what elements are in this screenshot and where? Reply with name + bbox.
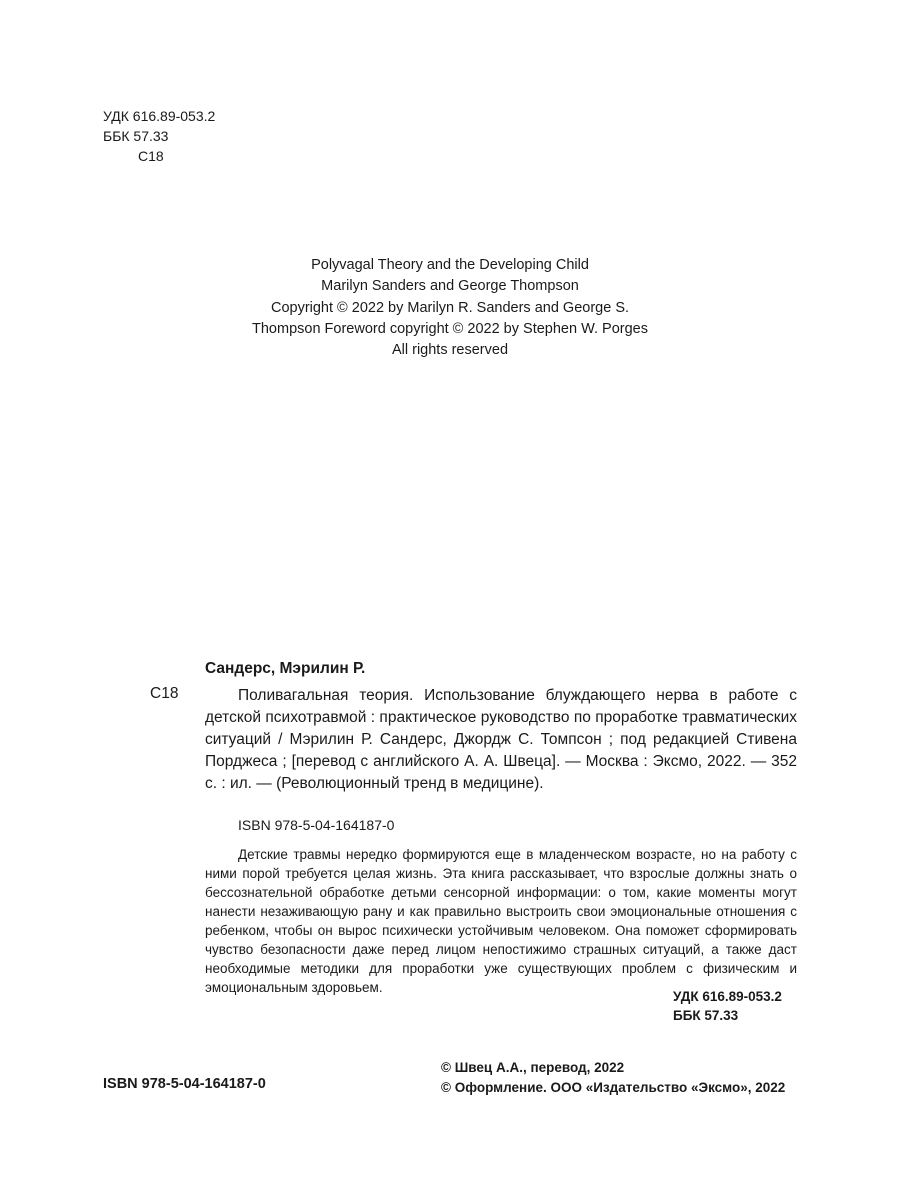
record-isbn: ISBN 978-5-04-164187-0 <box>238 817 395 833</box>
record-codes <box>673 987 782 1025</box>
footer-isbn: ISBN 978-5-04-164187-0 <box>103 1076 266 1092</box>
udk-code: УДК 616.89-053.2 <box>103 108 216 124</box>
bbk-code: ББК 57.33 <box>103 128 169 144</box>
record-bbk: ББК 57.33 <box>673 1008 739 1023</box>
copyright-line-2: Thompson Foreword copyright © 2022 by Stephen W. Porges <box>252 321 648 337</box>
abstract: Детские травмы нередко формируются еще в младенческом возрасте, но на работу с ними порой требуется целая жизнь. Эта книга рассказывает, что взрослые должны знать о бессознательной обработке детьми сенсорной информации: о том, какие моменты могут нанести незаживающую рану и как правильно выстроить свои эмоциональные отношения с ребенком, чтобы он вырос психически устойчивым человеком. Она поможет сформировать чувство безопасности даже перед лицом непостижимо страшных ситуаций, а также даст необходимые методики для проработки уже существующих проблем с физическим и эмоциональным здоровьем. <box>205 847 797 995</box>
copyright-line-1: Copyright © 2022 by Marilyn R. Sanders and George S. <box>270 300 630 316</box>
record-udk: УДК 616.89-053.2 <box>673 989 782 1004</box>
rights-reserved: All rights reserved <box>391 342 509 358</box>
original-title-block <box>0 255 900 297</box>
author-sign: С18 <box>138 148 164 164</box>
design-copyright: © Оформление. ООО «Издательство «Эксмо», 2022 <box>441 1080 786 1095</box>
original-title: Polyvagal Theory and the Developing Child <box>311 257 589 273</box>
translation-copyright: © Швец А.А., перевод, 2022 <box>441 1060 625 1075</box>
record-sign: С18 <box>150 685 179 702</box>
original-authors: Marilyn Sanders and George Thompson <box>321 278 579 294</box>
classification-codes <box>103 106 215 166</box>
record-author: Сандерс, Мэрилин Р. <box>205 660 366 677</box>
original-copyright-block <box>0 298 900 361</box>
bibliographic-description: Поливагальная теория. Использование блуждающего нерва в работе с детской психотравмой : практическое руководство по проработке травматических ситуаций / Мэрилин Р. Сандерс, Джордж С. Томпсон ; под редакцией Стивена Порджеса ; [перевод с английского А. А. Швеца]. — Москва : Эксмо, 2022. — 352 с. : ил. — (Революционный тренд в медицине). <box>205 687 797 792</box>
copyright-notices <box>441 1058 785 1098</box>
